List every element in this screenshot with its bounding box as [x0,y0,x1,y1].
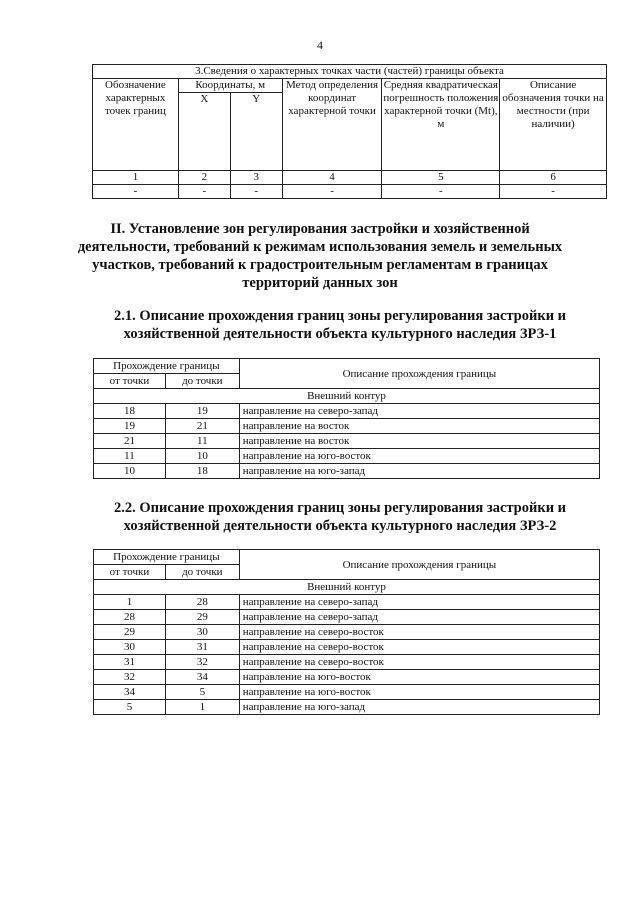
table-row [94,625,600,640]
from-point-cell: 30 [94,640,166,655]
section-heading [0,220,640,292]
col-designation: Обозначение характерных точек границ [93,79,179,171]
col-description: Описание обозначения точки на местности (при наличии) [500,79,607,171]
col-passage: Прохождение границы [94,550,240,565]
to-point-cell: 18 [165,464,239,479]
table-row [94,419,600,434]
direction-cell: направление на северо-восток [239,625,599,640]
to-point-cell: 10 [165,449,239,464]
col-to: до точки [165,565,239,580]
number-cell: 6 [500,171,607,185]
to-point-cell: 28 [165,595,239,610]
table-caption: 3.Сведения о характерных точках части (частей) границы объекта [93,65,607,79]
dash-cell: - [382,185,500,199]
zone1-heading-text: 2.1. Описание прохождения границ зоны регулирования застройки и хозяйственной деятельности объекта культурного наследия ЗРЗ-1 [113,308,567,342]
table-row [94,464,600,479]
number-cell: 5 [382,171,500,185]
characteristic-points-table [92,64,607,199]
direction-cell: направление на юго-восток [239,670,599,685]
direction-cell: направление на северо-запад [239,610,599,625]
zone2-heading-text: 2.2. Описание прохождения границ зоны регулирования застройки и хозяйственной деятельности объекта культурного наследия ЗРЗ-2 [113,500,567,534]
from-point-cell: 11 [94,449,166,464]
direction-cell: направление на юго-восток [239,449,599,464]
direction-cell: направление на северо-запад [239,404,599,419]
from-point-cell: 28 [94,610,166,625]
direction-cell: направление на юго-запад [239,700,599,715]
zone2-boundary-table [93,549,600,715]
col-desc: Описание прохождения границы [239,359,599,389]
table-row [94,655,600,670]
from-point-cell: 31 [94,655,166,670]
dash-cell: - [178,185,230,199]
page-number: 4 [317,38,323,52]
from-point-cell: 1 [94,595,166,610]
direction-cell: направление на восток [239,419,599,434]
from-point-cell: 19 [94,419,166,434]
col-to: до точки [165,374,239,389]
zone2-heading [0,499,640,535]
table-row [94,700,600,715]
from-point-cell: 18 [94,404,166,419]
table-row [94,595,600,610]
col-from: от точки [94,565,166,580]
col-desc: Описание прохождения границы [239,550,599,580]
zone1-heading [0,307,640,343]
to-point-cell: 1 [165,700,239,715]
from-point-cell: 32 [94,670,166,685]
number-cell: 4 [282,171,382,185]
from-point-cell: 21 [94,434,166,449]
zone1-boundary-table [93,358,600,479]
to-point-cell: 31 [165,640,239,655]
col-coordinates: Координаты, м [178,79,282,93]
col-error: Средняя квадратическая погрешность положения характерной точки (Mt), м [382,79,500,171]
section-heading-text: II. Установление зон регулирования застройки и хозяйственной деятельности, требований к режимам использования земель и земельных участков, требований к градостроительным регламентам в границах территорий данных зон [77,221,563,291]
to-point-cell: 21 [165,419,239,434]
from-point-cell: 5 [94,700,166,715]
dash-cell: - [230,185,282,199]
table-row [94,610,600,625]
to-point-cell: 34 [165,670,239,685]
to-point-cell: 32 [165,655,239,670]
table-row [94,670,600,685]
col-method: Метод определения координат характерной точки [282,79,382,171]
dash-cell: - [93,185,179,199]
to-point-cell: 11 [165,434,239,449]
direction-cell: направление на северо-восток [239,640,599,655]
table-row [94,404,600,419]
direction-cell: направление на восток [239,434,599,449]
to-point-cell: 5 [165,685,239,700]
direction-cell: направление на юго-восток [239,685,599,700]
number-cell: 2 [178,171,230,185]
to-point-cell: 30 [165,625,239,640]
to-point-cell: 19 [165,404,239,419]
col-passage: Прохождение границы [94,359,240,374]
table-row [94,685,600,700]
table-row [94,640,600,655]
direction-cell: направление на юго-запад [239,464,599,479]
table-row [94,434,600,449]
col-from: от точки [94,374,166,389]
from-point-cell: 34 [94,685,166,700]
number-cell: 1 [93,171,179,185]
col-y: Y [230,93,282,171]
dash-cell: - [282,185,382,199]
direction-cell: направление на северо-запад [239,595,599,610]
direction-cell: направление на северо-восток [239,655,599,670]
col-x: X [178,93,230,171]
from-point-cell: 10 [94,464,166,479]
contour-label: Внешний контур [94,389,600,404]
from-point-cell: 29 [94,625,166,640]
to-point-cell: 29 [165,610,239,625]
table-row [94,449,600,464]
contour-label: Внешний контур [94,580,600,595]
dash-cell: - [500,185,607,199]
number-cell: 3 [230,171,282,185]
